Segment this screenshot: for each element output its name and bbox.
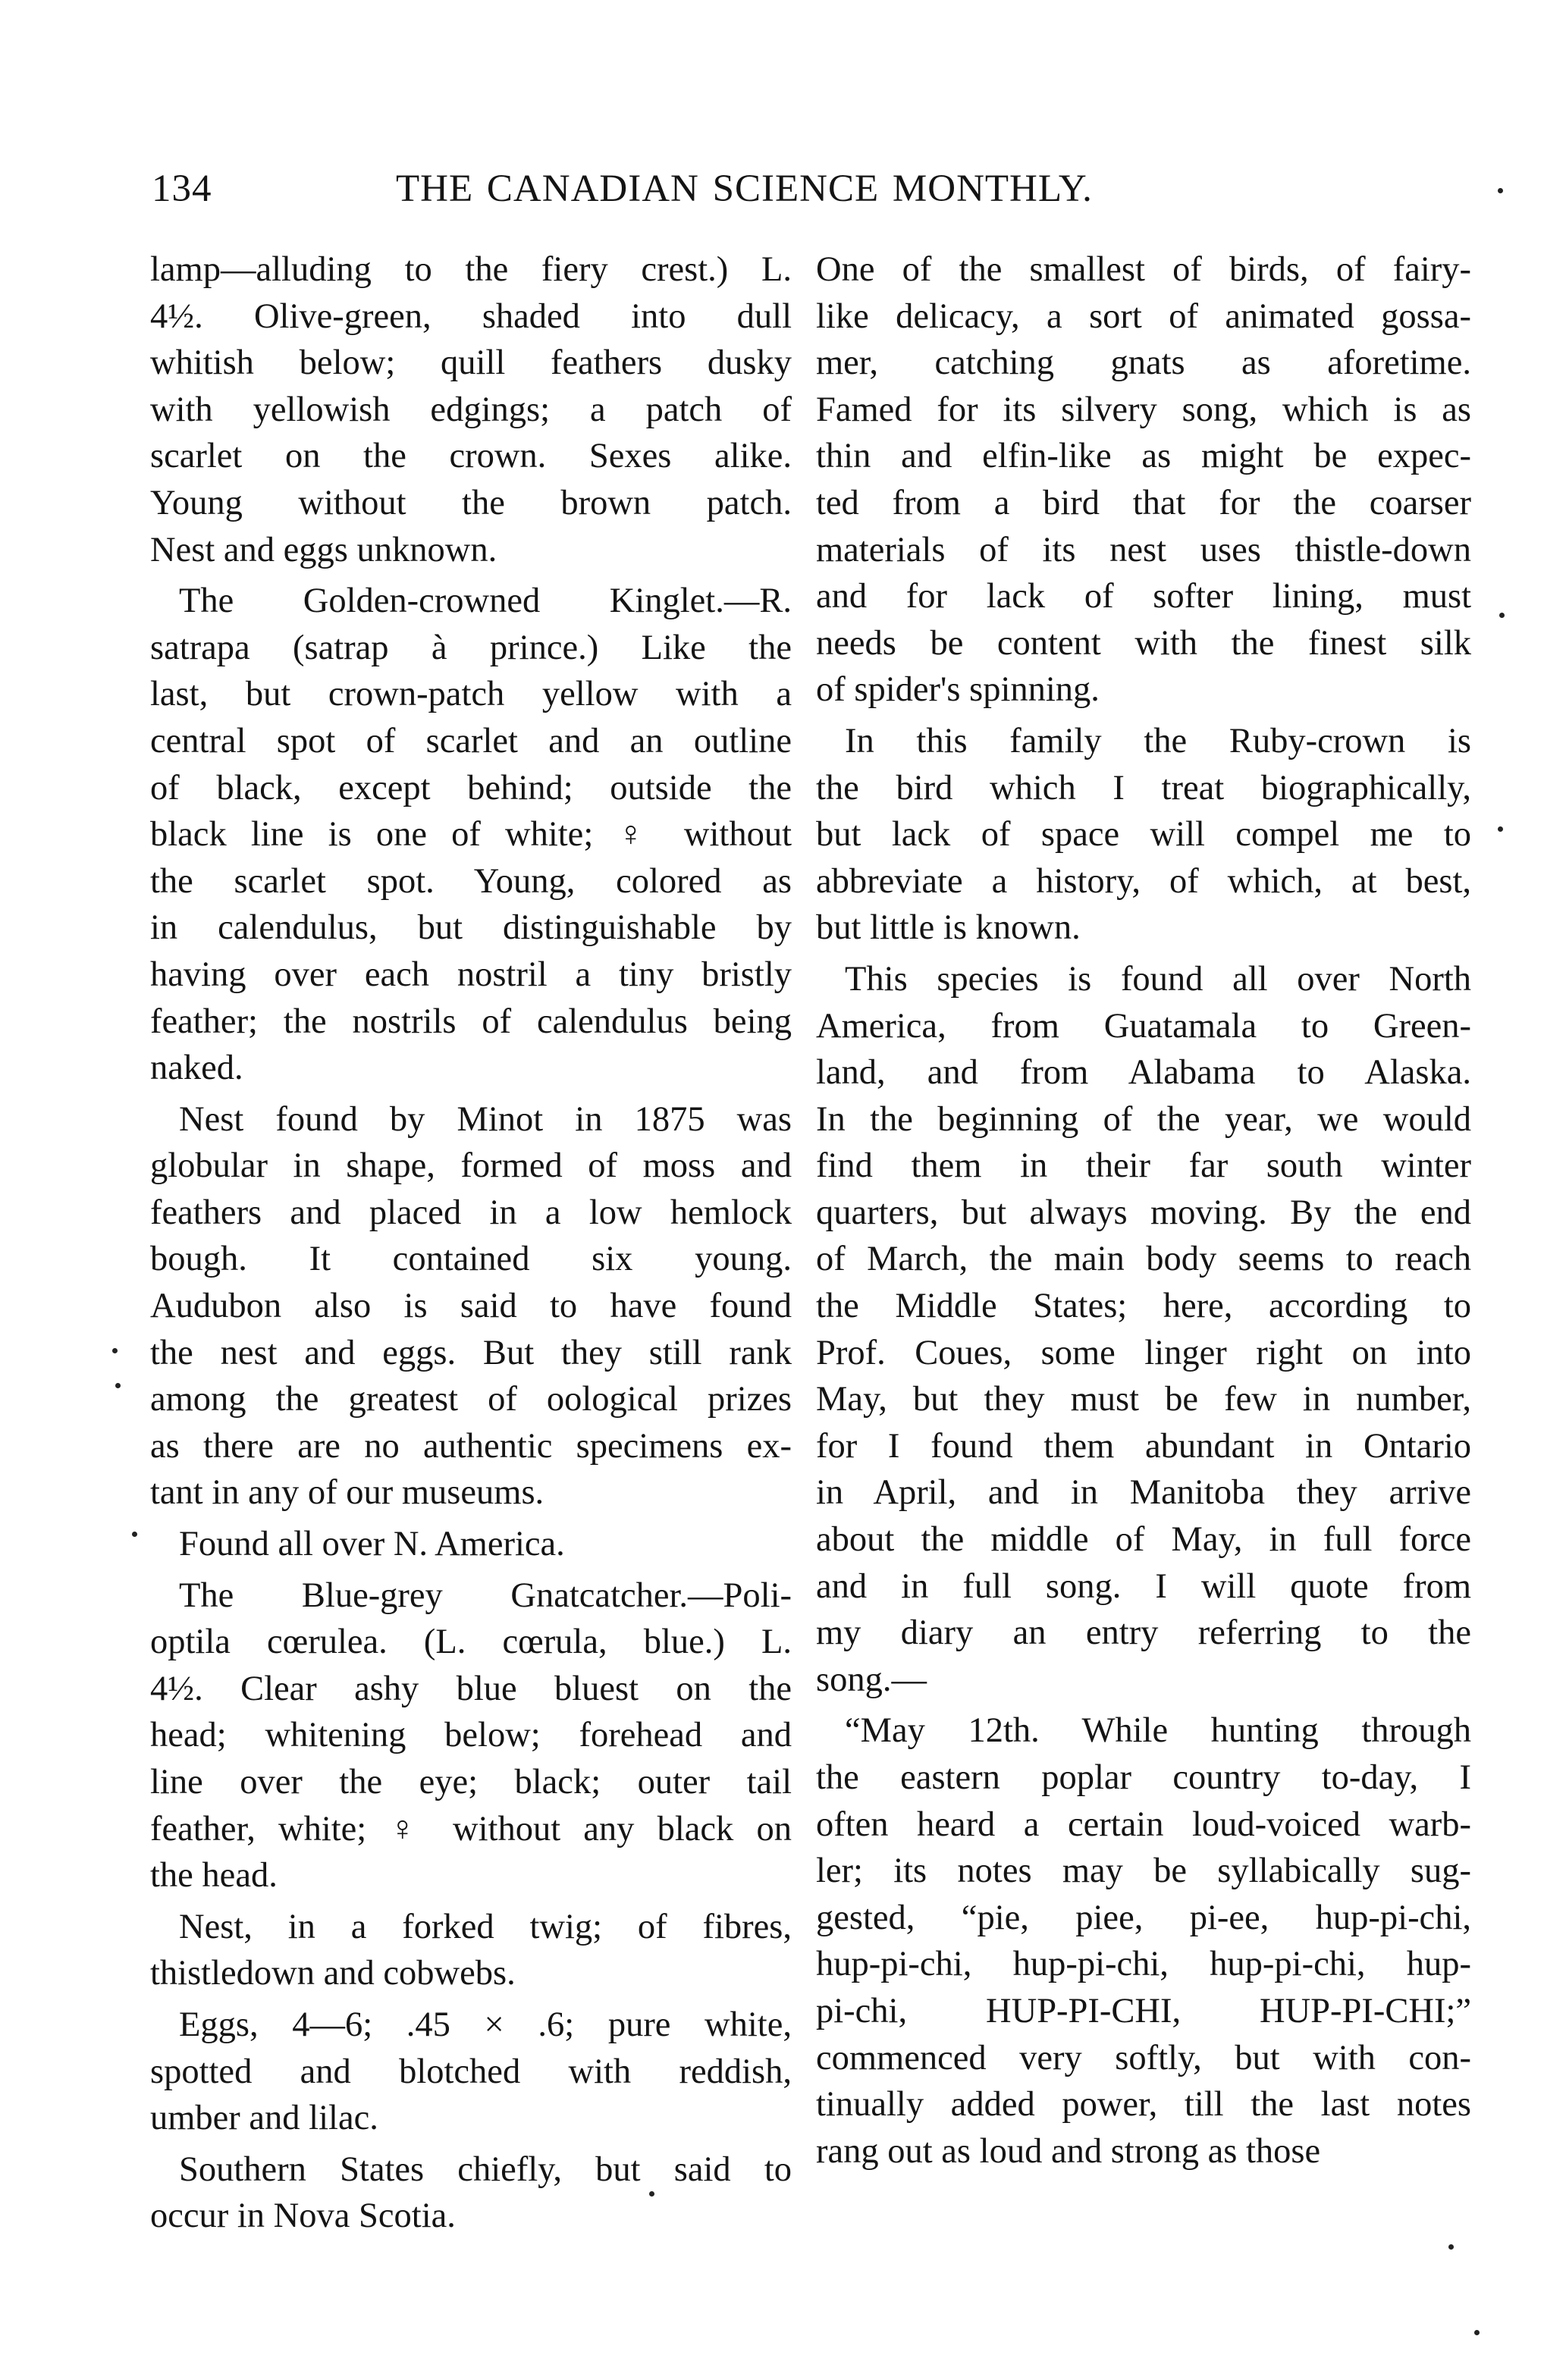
text-line: often heard a certain loud-voiced warb- — [816, 1805, 1471, 1844]
text-line: hup-pi-chi, hup-pi-chi, hup-pi-chi, hup- — [816, 1945, 1471, 1984]
text-line: ler; its notes may be syllabically sug- — [816, 1852, 1471, 1891]
text-line: my diary an entry referring to the — [816, 1613, 1471, 1653]
text-line: In this family the Ruby-crown is — [845, 721, 1471, 760]
print-speck — [649, 2191, 654, 2197]
text-line: lamp—alluding to the fiery crest.) L. — [150, 250, 792, 289]
text-line: Nest found by Minot in 1875 was — [179, 1099, 792, 1139]
text-line: among the greatest of oological prizes — [150, 1380, 792, 1419]
print-speck — [112, 1348, 118, 1353]
text-line: Famed for its silvery song, which is as — [816, 390, 1471, 429]
text-line: optila cœrulea. (L. cœrula, blue.) L. — [150, 1623, 792, 1662]
text-line: line over the eye; black; outer tail — [150, 1763, 792, 1801]
paragraph — [150, 578, 792, 1092]
print-speck — [1499, 613, 1505, 618]
paragraph — [150, 2146, 792, 2240]
text-line: feather; the nostrils of calendulus being — [150, 1002, 792, 1041]
text-line: Found all over N. America. — [179, 1525, 565, 1564]
running-title: THE CANADIAN SCIENCE MONTHLY. — [396, 168, 1093, 210]
text-line: Eggs, 4—6; .45 × .6; pure white, — [179, 2005, 792, 2044]
text-line: last, but crown-patch yellow with a — [150, 675, 792, 714]
text-line: Nest, in a forked twig; of fibres, — [179, 1907, 792, 1946]
page-number: 134 — [152, 168, 212, 210]
text-line: mer, catching gnats as aforetime. — [816, 343, 1471, 383]
paragraph — [816, 718, 1471, 952]
text-line: spotted and blotched with reddish, — [150, 2052, 792, 2091]
text-line: in calendulus, but distinguishable by — [150, 908, 792, 948]
right-column — [816, 246, 1471, 2175]
paragraph — [816, 1707, 1471, 2175]
text-line: scarlet on the crown. Sexes alike. — [150, 437, 792, 476]
paragraph — [150, 1096, 792, 1516]
text-line: head; whitening below; forehead and — [150, 1716, 792, 1755]
text-line: black line is one of white; ♀ without — [150, 815, 792, 854]
text-line: May, but they must be few in number, — [816, 1380, 1471, 1419]
text-line: The Golden-crowned Kinglet.—R. — [179, 582, 792, 621]
text-line: and for lack of softer lining, must — [816, 577, 1471, 616]
text-line: 4½. Clear ashy blue bluest on the — [150, 1669, 792, 1708]
text-line: and in full song. I will quote from — [816, 1566, 1471, 1606]
text-line: with yellowish edgings; a patch of — [150, 390, 792, 429]
text-line: One of the smallest of birds, of fairy- — [816, 250, 1471, 289]
print-speck — [1498, 826, 1503, 832]
text-line: occur in Nova Scotia. — [150, 2197, 456, 2236]
paragraph — [150, 1573, 792, 1899]
text-line: the nest and eggs. But they still rank — [150, 1333, 792, 1372]
text-line: whitish below; quill feathers dusky — [150, 343, 792, 383]
text-line: quarters, but always moving. By the end — [816, 1193, 1471, 1232]
paragraph — [150, 1521, 792, 1568]
text-line: commenced very softly, but with con- — [816, 2038, 1471, 2077]
text-line: bough. It contained six young. — [150, 1240, 792, 1279]
text-line: naked. — [150, 1049, 243, 1088]
text-line: In the beginning of the year, we would — [816, 1099, 1471, 1139]
print-speck — [1448, 2244, 1454, 2250]
text-line: materials of its nest uses thistle-down — [816, 530, 1471, 569]
text-line: “May 12th. While hunting through — [845, 1711, 1471, 1751]
paragraph — [816, 246, 1471, 713]
text-line: central spot of scarlet and an outline — [150, 721, 792, 760]
text-line: of spider's spinning. — [816, 670, 1100, 710]
text-line: but lack of space will compel me to — [816, 815, 1471, 854]
text-line: globular in shape, formed of moss and — [150, 1146, 792, 1186]
text-line: Prof. Coues, some linger right on into — [816, 1333, 1471, 1372]
text-line: for I found them abundant in Ontario — [816, 1426, 1471, 1466]
text-line: pi-chi, HUP-PI-CHI, HUP-PI-CHI;” — [816, 1991, 1471, 2030]
text-line: song.— — [816, 1660, 927, 1699]
text-line: thistledown and cobwebs. — [150, 1954, 516, 1993]
text-line: rang out as loud and strong as those — [816, 2131, 1321, 2171]
text-line: find them in their far south winter — [816, 1146, 1471, 1186]
text-line: umber and lilac. — [150, 2099, 378, 2138]
text-line: like delicacy, a sort of animated gossa- — [816, 296, 1471, 336]
text-line: America, from Guatamala to Green- — [816, 1006, 1471, 1046]
text-line: of March, the main body seems to reach — [816, 1240, 1471, 1279]
text-line: land, and from Alabama to Alaska. — [816, 1053, 1471, 1093]
text-line: satrapa (satrap à prince.) Like the — [150, 628, 792, 667]
text-line: about the middle of May, in full force — [816, 1520, 1471, 1560]
text-line: needs be content with the finest silk — [816, 623, 1471, 663]
text-line: tant in any of our museums. — [150, 1473, 544, 1513]
paragraph — [150, 246, 792, 573]
text-line: in April, and in Manitoba they arrive — [816, 1473, 1471, 1513]
text-line: Nest and eggs unknown. — [150, 530, 497, 569]
text-line: thin and elfin-like as might be expec- — [816, 437, 1471, 476]
text-line: tinually added power, till the last notes — [816, 2085, 1471, 2124]
text-line: This species is found all over North — [845, 959, 1471, 999]
text-line: the eastern poplar country to-day, I — [816, 1758, 1471, 1797]
paragraph — [816, 956, 1471, 1704]
text-line: Audubon also is said to have found — [150, 1287, 792, 1326]
text-line: the Middle States; here, according to — [816, 1287, 1471, 1326]
text-line: as there are no authentic specimens ex- — [150, 1426, 792, 1466]
print-speck — [115, 1383, 121, 1388]
text-line: abbreviate a history, of which, at best, — [816, 861, 1471, 901]
left-column — [150, 246, 792, 2240]
text-line: the bird which I treat biographically, — [816, 768, 1471, 807]
print-speck — [1498, 188, 1503, 193]
text-line: feathers and placed in a low hemlock — [150, 1193, 792, 1232]
paragraph — [150, 1904, 792, 1997]
text-line: but little is known. — [816, 908, 1081, 948]
paragraph — [150, 2002, 792, 2142]
text-line: the head. — [150, 1856, 278, 1896]
text-line: ted from a bird that for the coarser — [816, 483, 1471, 522]
text-line: gested, “pie, piee, pi-ee, hup-pi-chi, — [816, 1898, 1471, 1937]
print-speck — [1474, 2330, 1480, 2335]
text-line: Young without the brown patch. — [150, 483, 792, 522]
text-line: Southern States chiefly, but said to — [179, 2150, 792, 2189]
text-line: the scarlet spot. Young, colored as — [150, 861, 792, 901]
text-line: The Blue-grey Gnatcatcher.—Poli- — [179, 1576, 792, 1615]
print-speck — [132, 1532, 137, 1537]
text-line: having over each nostril a tiny bristly — [150, 955, 792, 994]
text-line: feather, white; ♀ without any black on — [150, 1809, 792, 1848]
text-line: of black, except behind; outside the — [150, 768, 792, 807]
text-line: 4½. Olive-green, shaded into dull — [150, 296, 792, 336]
